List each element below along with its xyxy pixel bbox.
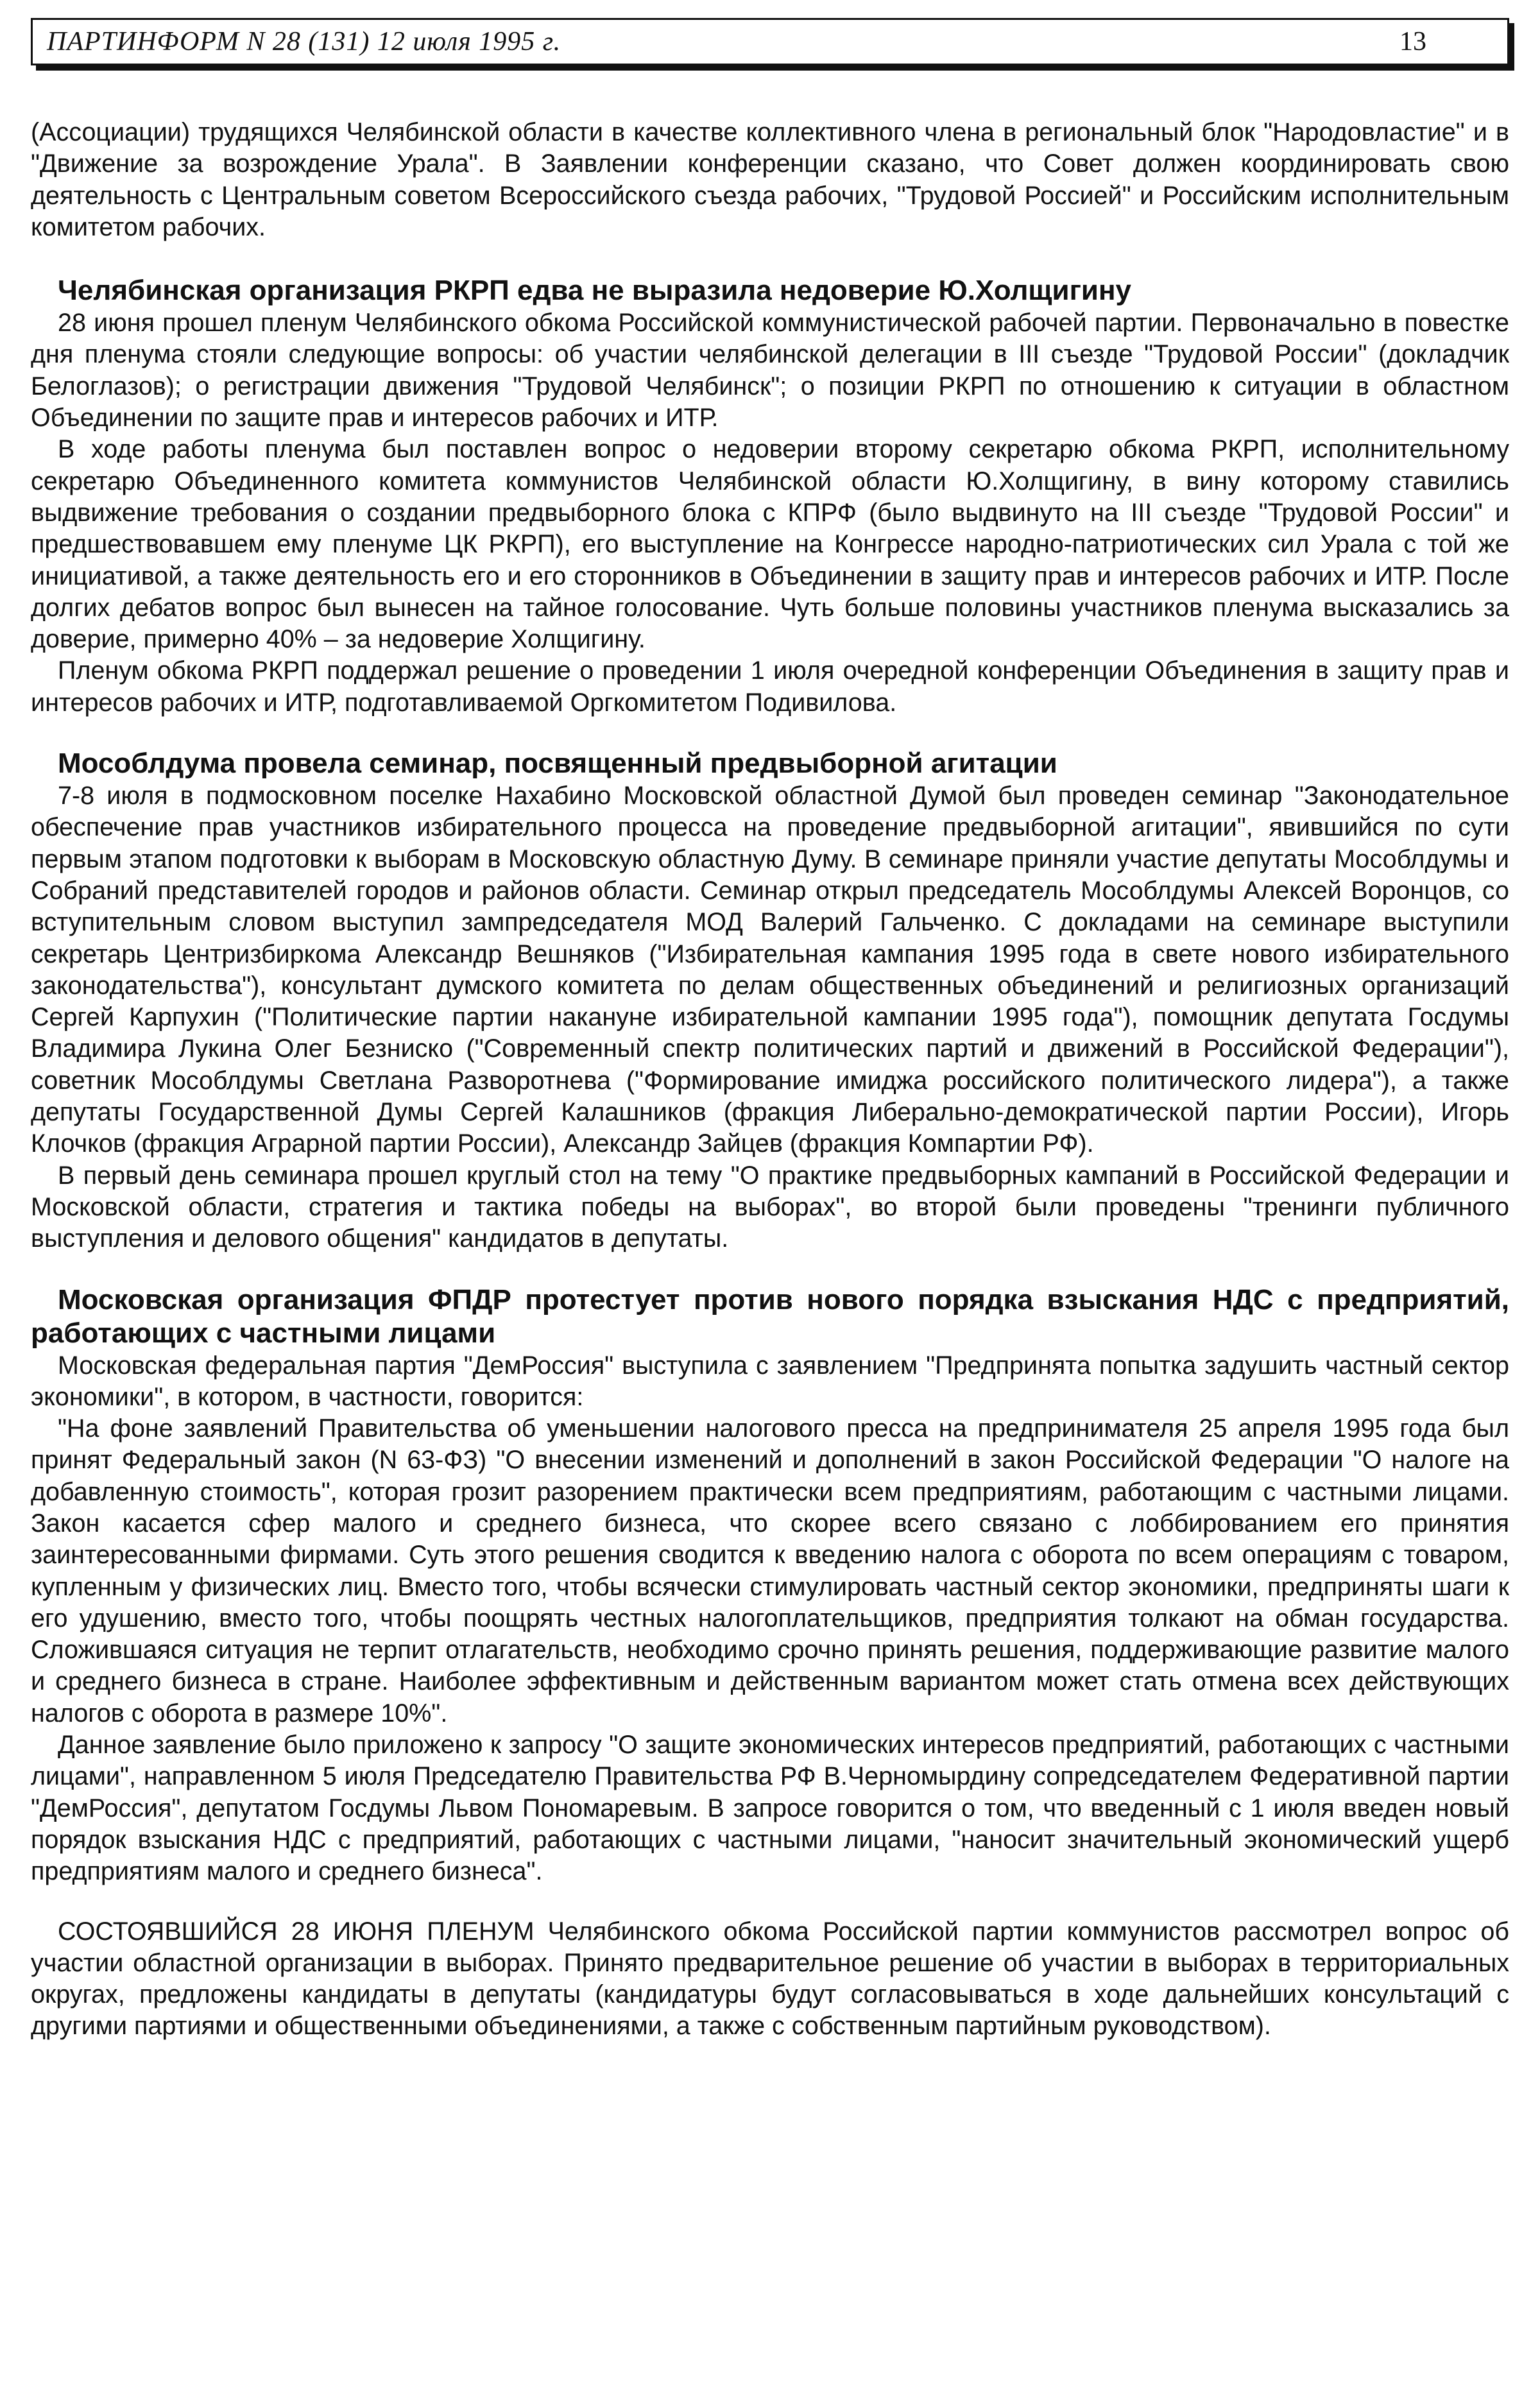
publication-title: ПАРТИНФОРМ N 28 (131) 12 июля 1995 г. (47, 27, 561, 56)
article-paragraph: Пленум обкома РКРП поддержал решение о проведении 1 июля очередной конференции Объединения в защиту прав и интересов рабочих и ИТР, подготавливаемой Оргкомитетом Подивилова. (31, 656, 1509, 717)
article-paragraph: В первый день семинара прошел круглый стол на тему "О практике предвыборных кампаний в Российской Федерации и Московской области, стратегия и тактика победы на выборах", во второй были проведены "тренинги публичного выступления и делового общения" кандидатов в депутаты. (31, 1161, 1509, 1253)
page-number: 13 (1399, 27, 1426, 56)
section-spacer (31, 719, 1509, 747)
article-paragraph: Московская федеральная партия "ДемРоссия" выступила с заявлением "Предпринята попытка задушить частный сектор экономики", в котором, в частности, говорится: (31, 1351, 1509, 1411)
article-plenum-note (31, 1916, 1509, 2043)
article-fpdr-vat-protest (31, 1283, 1509, 1888)
newsletter-page (31, 18, 1509, 2041)
article-paragraph: 28 июня прошел пленум Челябинского обкома Российской коммунистической рабочей партии. Первоначально в повестке дня пленума стояли следующие вопросы: об участии челябинской делегации в III съезде "Трудовой России" (докладчик Белоглазов); о регистрации движения "Трудовой Челябинск"; о позиции РКРП по отношению к ситуации в областном Объединении по защите прав и интересов рабочих и ИТР. (31, 309, 1509, 433)
intro-paragraph: (Ассоциации) трудящихся Челябинской области в качестве коллективного члена в региональный блок "Народовластие" и в "Движение за возрождение Урала". В Заявлении конференции сказано, что Совет должен координировать свою деятельность с Центральным советом Всероссийского съезда рабочих, "Трудовой Россией" и Российским исполнительным комитетом рабочих. (31, 118, 1509, 241)
article-heading: Московская организация ФПДР протестует против нового порядка взыскания НДС с предприятий, работающих с частными лицами (31, 1283, 1509, 1349)
page-header (31, 18, 1509, 65)
article-chelyabinsk-rkrp (31, 274, 1509, 719)
article-quote: "На фоне заявлений Правительства об уменьшении налогового пресса на предпринимателя 25 апреля 1995 года был принят Федеральный закон (N 63-ФЗ) "О внесении изменений и дополнений в закон Российской Федерации "О налоге на добавленную стоимость", которая грозит разорением практически всем предприятиям, работающим с частными лицами. Закон касается сфер малого и среднего бизнеса, что скорее всего связано с лоббированием его принятия заинтересованными фирмами. Суть этого решения сводится к введению налога с оборота по всем операциям с товаром, купленным у физических лиц. Вместо того, чтобы всячески стимулировать частный сектор экономики, предприняты шаги к его удушению, вместо того, чтобы поощрять честных налогоплательщиков, предприятия толкают на обман государства. Сложившаяся ситуация не терпит отлагательств, необходимо срочно принять решения, поддерживающие развитие малого и среднего бизнеса в стране. Наиболее эффективным и действенным вариантом может стать отмена всех действующих налогов с оборота в размере 10%". (31, 1414, 1509, 1727)
section-spacer (31, 1888, 1509, 1916)
article-paragraph: Данное заявление было приложено к запросу "О защите экономических интересов предприятий, работающих с частными лицами", направленном 5 июля Председателю Правительства РФ В.Черномырдину сопредседателем Федеративной партии "ДемРоссия", депутатом Госдумы Львом Пономаревым. В запросе говорится о том, что введенный с 1 июля введен новый порядок взыскания НДС с предприятий, работающих с частными лицами, "наносит значительный экономический ущерб предприятиям малого и среднего бизнеса". (31, 1731, 1509, 1886)
article-paragraph: СОСТОЯВШИЙСЯ 28 ИЮНЯ ПЛЕНУМ Челябинского обкома Российской партии коммунистов рассмотрел вопрос об участии областной организации в выборах. Принято предварительное решение об участии в выборах в территориальных округах, предложены кандидаты в депутаты (кандидатуры будут согласовываться в ходе дальнейших консультаций с другими партиями и общественными объединениями, а также с собственным партийным руководством). (31, 1917, 1509, 2041)
article-paragraph: 7-8 июля в подмосковном поселке Нахабино Московской областной Думой был проведен семинар "Законодательное обеспечение прав участников избирательного процесса на проведение предвыборной агитации", явившийся по сути первым этапом подготовки к выборам в Московскую областную Думу. В семинаре приняли участие депутаты Мособлдумы и Собраний представителей городов и районов области. Семинар открыл председатель Мособлдумы Алексей Воронцов, со вступительным словом выступил зампредседателя МОД Валерий Гальченко. С докладами на семинаре выступили секретарь Центризбиркома Александр Вешняков ("Избирательная кампания 1995 года в свете нового избирательного законодательства"), консультант думского комитета по делам общественных объединений и религиозных организаций Сергей Карпухин ("Политические партии накануне избирательной кампании 1995 года"), помощник депутата Госдумы Владимира Лукина Олег Безниско ("Современный спектр политических партий и движений в Российской Федерации"), советник Мособлдумы Светлана Разворотнева ("Формирование имиджа российского политического лидера"), а также депутаты Государственной Думы Сергей Калашников (фракция Либерально-демократической партии России), Игорь Клочков (фракция Аграрной партии России), Александр Зайцев (фракция Компартии РФ). (31, 782, 1509, 1158)
article-paragraph: В ходе работы пленума был поставлен вопрос о недоверии второму секретарю обкома РКРП, исполнительному секретарю Объединенного комитета коммунистов Челябинской области Ю.Холщигину, в вину которому ставились выдвижение требования о создании предвыборного блока с КПРФ (было выдвинуто на III съезде "Трудовой России" и предшествовавшем ему пленуме ЦК РКРП), его выступление на Конгрессе народно-патриотических сил Урала с той же инициативой, а также деятельность его и его сторонников в Объединении в защиту прав и интересов рабочих и ИТР. После долгих дебатов вопрос был вынесен на тайное голосование. Чуть больше половины участников пленума высказались за доверие, примерно 40% – за недоверие Холщигину. (31, 435, 1509, 654)
article-heading: Мособлдума провела семинар, посвященный предвыборной агитации (58, 748, 1057, 780)
article-mosoblduma-seminar (31, 747, 1509, 1255)
section-spacer (31, 1255, 1509, 1283)
page-content (31, 117, 1509, 2043)
article-heading: Челябинская организация РКРП едва не выразила недоверие Ю.Холщигину (58, 275, 1132, 307)
section-spacer (31, 243, 1509, 274)
